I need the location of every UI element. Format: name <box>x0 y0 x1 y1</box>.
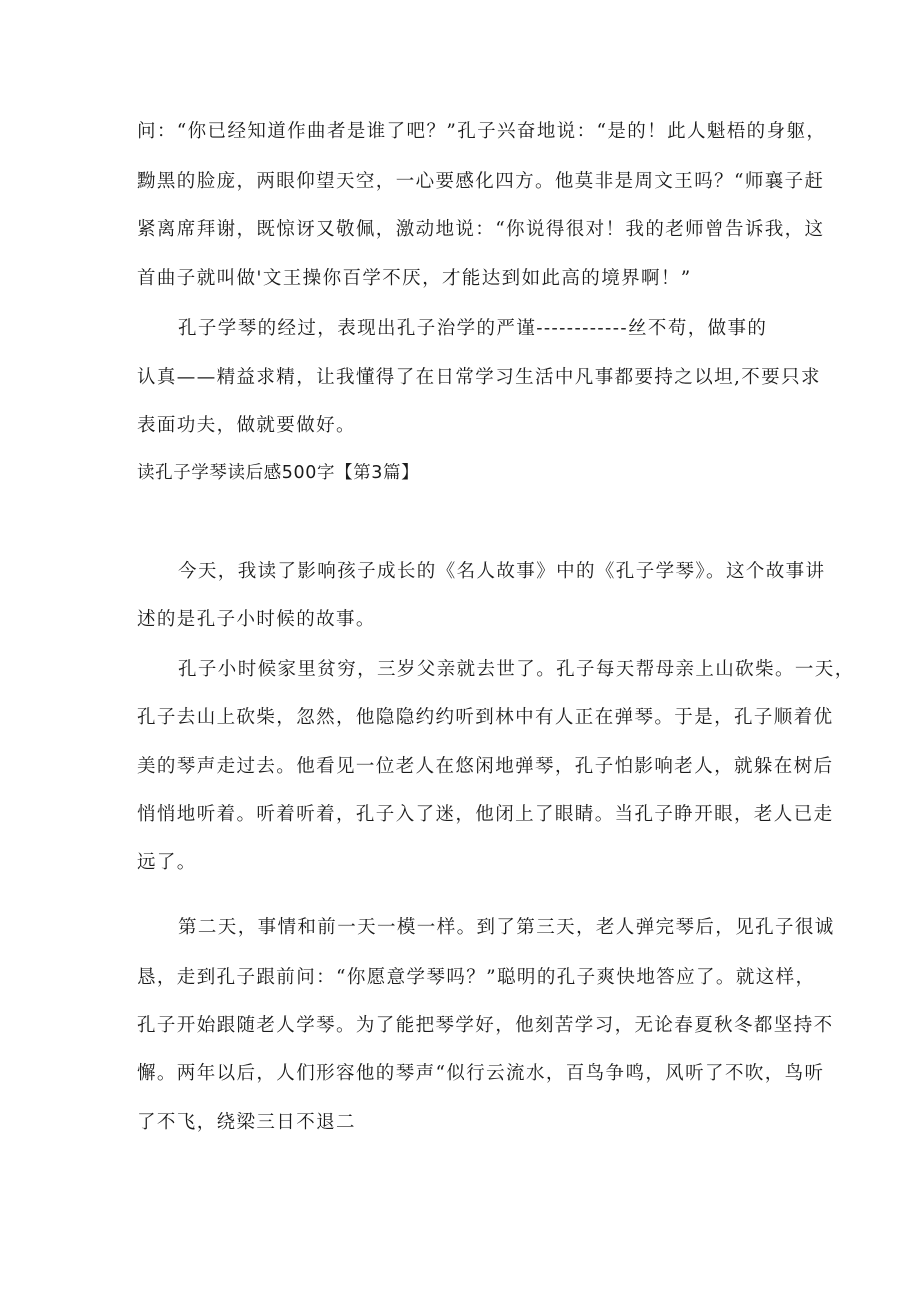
text-line: 懈。两年以后，人们形容他的琴声“似行云流水，百鸟争鸣，风听了不吹，鸟听 <box>137 1063 825 1084</box>
text-line: 恳，走到孔子跟前问：“你愿意学琴吗？”聪明的孔子爽快地答应了。就这样， <box>137 967 816 988</box>
text-line: 了不飞，绕梁三日不退二 <box>137 1112 356 1133</box>
text-line: 悄悄地听着。听着听着，孔子入了迷，他闭上了眼睛。当孔子睁开眼，老人已走 <box>137 804 834 825</box>
text-line: 今天，我读了影响孩子成长的《名人故事》中的《孔子学琴》。这个故事讲 <box>178 561 826 582</box>
text-line: 述的是孔子小时候的故事。 <box>137 609 376 630</box>
text-line: 首曲子就叫做'文王操你百学不厌，才能达到如此高的境界啊！” <box>137 268 692 289</box>
text-line: 美的琴声走过去。他看见一位老人在悠闲地弹琴，孔子怕影响老人，就躲在树后 <box>137 756 834 777</box>
text-line: 黝黑的脸庞，两眼仰望天空，一心要感化四方。他莫非是周文王吗？“师襄子赶 <box>137 171 825 192</box>
text-line: 孔子小时候家里贫穷，三岁父亲就去世了。孔子每天帮母亲上山砍柴。一天， <box>178 659 855 680</box>
text-line: 认真——精益求精，让我懂得了在日常学习生活中凡事都要持之以坦,不要只求 <box>137 367 821 388</box>
text-line: 紧离席拜谢，既惊讶又敬佩，激动地说：“你说得很对！我的老师曾告诉我，这 <box>137 219 825 240</box>
text-line: 远了。 <box>137 852 197 873</box>
text-line: 孔子开始跟随老人学琴。为了能把琴学好，他刻苦学习，无论春夏秋冬都坚持不 <box>137 1015 834 1036</box>
text-line: 孔子去山上砍柴，忽然，他隐隐约约听到林中有人正在弹琴。于是，孔子顺着优 <box>137 707 834 728</box>
text-line: 问：“你已经知道作曲者是谁了吧？”孔子兴奋地说：“是的！此人魁梧的身躯， <box>137 121 827 142</box>
text-line: 孔子学琴的经过，表现出孔子治学的严谨------------丝不苟，做事的 <box>178 318 768 339</box>
section-heading: 读孔子学琴读后感500字【第3篇】 <box>137 463 420 483</box>
text-line: 表面功夫，做就要做好。 <box>137 415 356 436</box>
text-line: 第二天，事情和前一天一模一样。到了第三天，老人弹完琴后，见孔子很诚 <box>178 917 835 938</box>
